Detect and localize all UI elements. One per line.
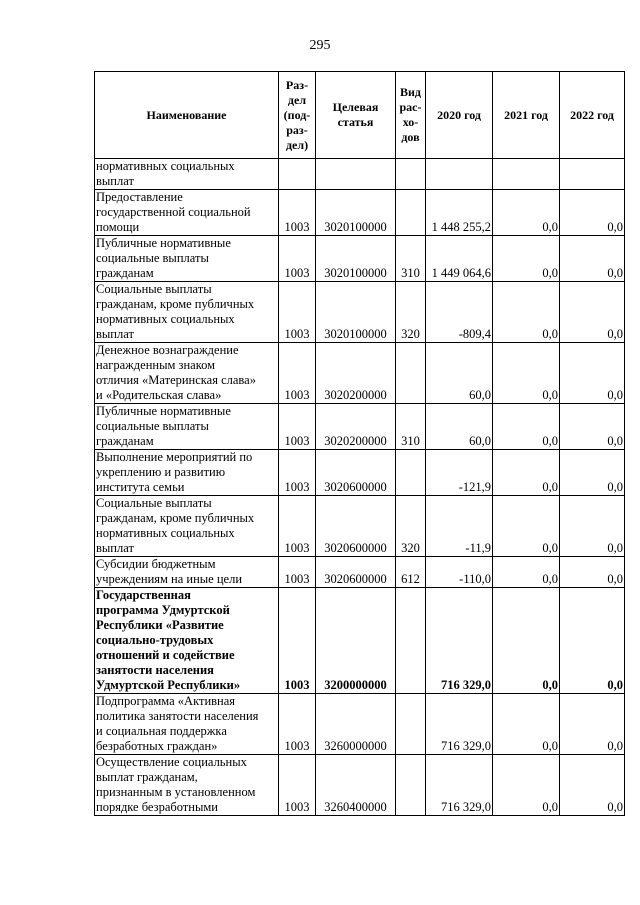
- row-name: Осуществление социальных выплат гражданам, признанным в установленном порядке безработными: [95, 755, 279, 816]
- header-2020: 2020 год: [426, 72, 493, 159]
- table-row: [95, 404, 625, 450]
- row-name: Публичные нормативные социальные выплаты гражданам: [95, 236, 279, 282]
- row-2021: 0,0: [493, 450, 560, 496]
- row-section: 1003: [279, 282, 316, 343]
- row-2020: 716 329,0: [426, 694, 493, 755]
- row-section: 1003: [279, 496, 316, 557]
- row-target: 3020600000: [316, 557, 396, 588]
- table-row: [95, 450, 625, 496]
- row-2022: 0,0: [560, 755, 625, 816]
- row-name: Предоставление государственной социальной помощи: [95, 190, 279, 236]
- row-target: 3020600000: [316, 450, 396, 496]
- row-2020: 716 329,0: [426, 755, 493, 816]
- row-expense-type: [396, 588, 426, 694]
- row-2022: 0,0: [560, 450, 625, 496]
- row-expense-type: [396, 159, 426, 190]
- row-2022: 0,0: [560, 694, 625, 755]
- row-name: Подпрограмма «Активная политика занятости населения и социальная поддержка безработных граждан»: [95, 694, 279, 755]
- row-2022: 0,0: [560, 496, 625, 557]
- row-section: 1003: [279, 588, 316, 694]
- row-2021: 0,0: [493, 282, 560, 343]
- table-row: [95, 694, 625, 755]
- row-2020: -809,4: [426, 282, 493, 343]
- row-2022: 0,0: [560, 190, 625, 236]
- row-2022: 0,0: [560, 557, 625, 588]
- row-2021: 0,0: [493, 236, 560, 282]
- row-2021: 0,0: [493, 755, 560, 816]
- row-target: 3200000000: [316, 588, 396, 694]
- row-2020: 60,0: [426, 343, 493, 404]
- table-row: [95, 282, 625, 343]
- row-section: 1003: [279, 755, 316, 816]
- row-target: 3020600000: [316, 496, 396, 557]
- table-row: [95, 755, 625, 816]
- row-2021: 0,0: [493, 694, 560, 755]
- row-section: [279, 159, 316, 190]
- header-2021: 2021 год: [493, 72, 560, 159]
- row-2022: 0,0: [560, 404, 625, 450]
- row-section: 1003: [279, 694, 316, 755]
- row-expense-type: 310: [396, 404, 426, 450]
- header-row: [95, 72, 625, 159]
- row-name: Публичные нормативные социальные выплаты гражданам: [95, 404, 279, 450]
- row-target: 3020100000: [316, 236, 396, 282]
- row-2021: 0,0: [493, 588, 560, 694]
- row-section: 1003: [279, 404, 316, 450]
- budget-table: [94, 71, 625, 816]
- row-name: Субсидии бюджетным учреждениям на иные цели: [95, 557, 279, 588]
- row-2021: 0,0: [493, 557, 560, 588]
- row-2020: 1 448 255,2: [426, 190, 493, 236]
- row-section: 1003: [279, 450, 316, 496]
- row-expense-type: 320: [396, 282, 426, 343]
- row-expense-type: [396, 755, 426, 816]
- row-expense-type: [396, 694, 426, 755]
- header-2022: 2022 год: [560, 72, 625, 159]
- row-name: Выполнение мероприятий по укреплению и развитию института семьи: [95, 450, 279, 496]
- table-row: [95, 557, 625, 588]
- table-row: [95, 496, 625, 557]
- row-target: 3020100000: [316, 282, 396, 343]
- row-2020: 1 449 064,6: [426, 236, 493, 282]
- row-expense-type: [396, 450, 426, 496]
- row-name: Социальные выплаты гражданам, кроме публичных нормативных социальных выплат: [95, 496, 279, 557]
- table-header: [95, 72, 625, 159]
- header-section: Раз- дел (под- раз- дел): [279, 72, 316, 159]
- table-row: [95, 588, 625, 694]
- row-2021: 0,0: [493, 190, 560, 236]
- row-expense-type: [396, 343, 426, 404]
- row-2020: [426, 159, 493, 190]
- table-row: [95, 236, 625, 282]
- row-2020: -110,0: [426, 557, 493, 588]
- row-section: 1003: [279, 236, 316, 282]
- row-target: 3260400000: [316, 755, 396, 816]
- row-2022: 0,0: [560, 343, 625, 404]
- page-number: 295: [309, 38, 331, 53]
- row-name: Социальные выплаты гражданам, кроме публичных нормативных социальных выплат: [95, 282, 279, 343]
- table-body: [95, 159, 625, 816]
- row-name: нормативных социальных выплат: [95, 159, 279, 190]
- row-expense-type: [396, 190, 426, 236]
- row-2022: [560, 159, 625, 190]
- row-target: 3020200000: [316, 343, 396, 404]
- row-section: 1003: [279, 190, 316, 236]
- row-2020: -121,9: [426, 450, 493, 496]
- row-2021: 0,0: [493, 343, 560, 404]
- row-name: Денежное вознаграждение награжденным знаком отличия «Материнская слава» и «Родительская слава»: [95, 343, 279, 404]
- row-section: 1003: [279, 557, 316, 588]
- row-2021: 0,0: [493, 404, 560, 450]
- table-row: [95, 159, 625, 190]
- table-row: [95, 190, 625, 236]
- row-2021: [493, 159, 560, 190]
- row-expense-type: 310: [396, 236, 426, 282]
- row-2022: 0,0: [560, 282, 625, 343]
- row-2020: 716 329,0: [426, 588, 493, 694]
- row-2021: 0,0: [493, 496, 560, 557]
- row-2020: 60,0: [426, 404, 493, 450]
- header-target: Целевая статья: [316, 72, 396, 159]
- row-target: 3020200000: [316, 404, 396, 450]
- row-section: 1003: [279, 343, 316, 404]
- row-target: [316, 159, 396, 190]
- row-name: Государственная программа Удмуртской Республики «Развитие социально-трудовых отношений и содействие занятости населения Удмуртской Республики»: [95, 588, 279, 694]
- row-2020: -11,9: [426, 496, 493, 557]
- row-target: 3020100000: [316, 190, 396, 236]
- header-name: Наименование: [95, 72, 279, 159]
- row-expense-type: 612: [396, 557, 426, 588]
- header-expense-type: Вид рас- хо- дов: [396, 72, 426, 159]
- row-expense-type: 320: [396, 496, 426, 557]
- table-row: [95, 343, 625, 404]
- row-2022: 0,0: [560, 588, 625, 694]
- row-2022: 0,0: [560, 236, 625, 282]
- row-target: 3260000000: [316, 694, 396, 755]
